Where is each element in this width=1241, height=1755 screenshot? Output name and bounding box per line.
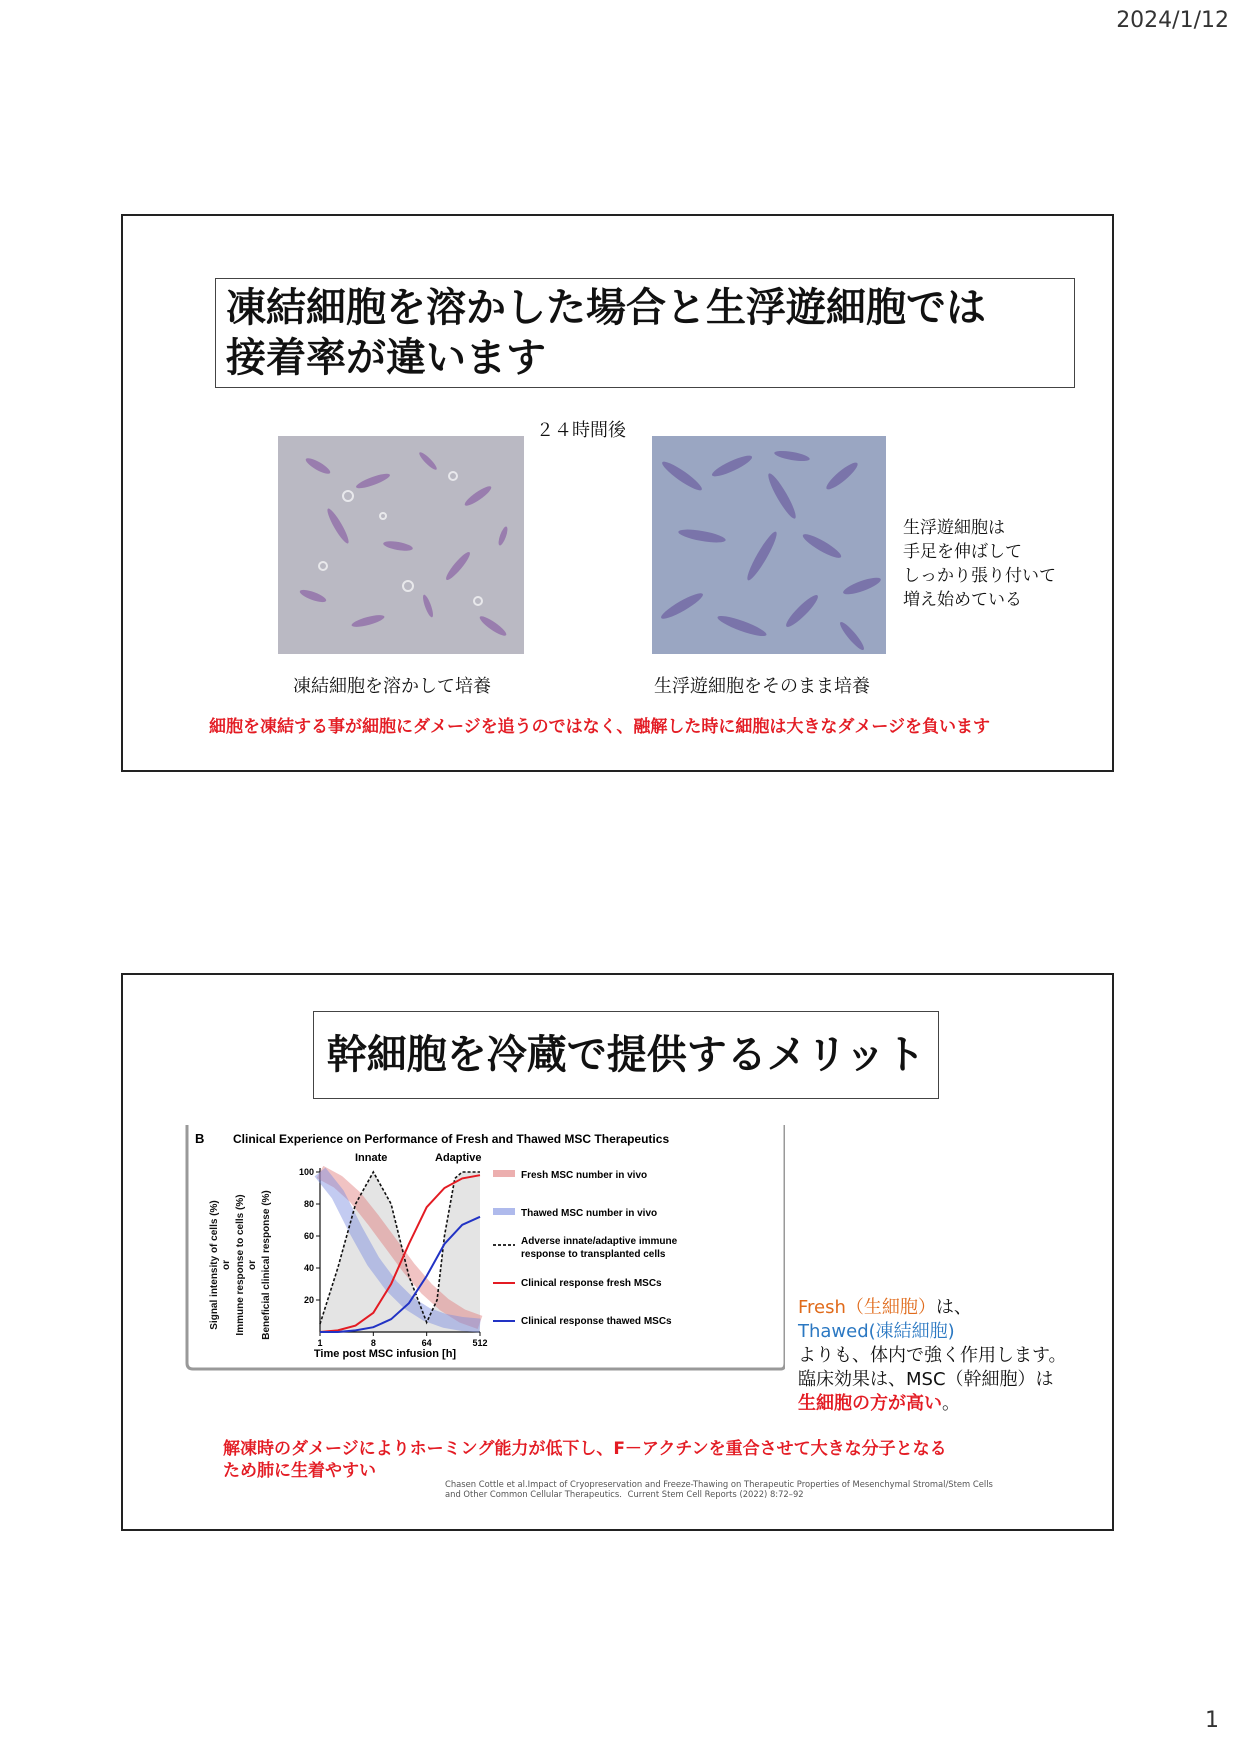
side-line-1 (798, 1296, 1088, 1320)
thawed-caption: 凍結細胞を溶かして培養 (293, 676, 491, 697)
note-line: しっかり張り付いて (903, 566, 1056, 586)
slide-2-red-message-line1: 解凍時のダメージによりホーミング能力が低下し、F－アクチンを重合させて大きな分子となる (223, 1439, 947, 1459)
y-tick-label: 40 (303, 1263, 314, 1273)
legend-label: Fresh MSC number in vivo (521, 1170, 648, 1181)
chart-frame-border (187, 1125, 785, 1369)
citation-line-1: Chasen Cottle et al.Impact of Cryopreservation and Freeze-Thawing on Therapeutic Properties of Mesenchymal Stromal/Stem Cells (445, 1479, 993, 1489)
side-line-5 (798, 1392, 1088, 1416)
ylabel-line-2: or (221, 1260, 232, 1270)
thawed-term: Thawed(凍結細胞) (798, 1321, 955, 1342)
y-tick-label: 80 (303, 1199, 314, 1209)
fresh-caption: 生浮遊細胞をそのまま培養 (654, 676, 870, 697)
legend-label (521, 1236, 678, 1260)
page-number: 1 (1205, 1708, 1219, 1733)
note-line: 手足を伸ばして (903, 542, 1022, 562)
slide-1-red-message: 細胞を凍結する事が細胞にダメージを追うのではなく、融解した時に細胞は大きなダメージを負います (209, 717, 990, 737)
slide-1 (121, 214, 1114, 772)
msc-chart-svg (185, 1125, 785, 1371)
side-bold-conclusion: 生細胞の方が高い (798, 1393, 942, 1414)
slide-2-title: 幹細胞を冷蔵で提供するメリット (313, 1011, 939, 1099)
chart-plot-area (299, 1167, 488, 1348)
slide-1-title-line2: 接着率が違います (226, 335, 546, 381)
x-tick-label: 64 (421, 1338, 432, 1348)
legend-label-line: response to transplanted cells (521, 1249, 666, 1260)
ylabel-line-1: Signal intensity of cells (%) (209, 1200, 220, 1330)
date-header: 2024/1/12 (1116, 8, 1229, 33)
fresh-term: Fresh（生細胞） (798, 1297, 936, 1318)
x-tick-label: 512 (472, 1338, 488, 1348)
legend-label: Thawed MSC number in vivo (521, 1208, 658, 1219)
phase-label-innate: Innate (355, 1152, 388, 1164)
time-label: ２４時間後 (536, 420, 626, 441)
side-line-4: 臨床効果は、MSC（幹細胞）は (798, 1369, 1054, 1390)
side-line-5-end: 。 (942, 1393, 960, 1414)
citation-line-2: and Other Common Cellular Therapeutics．Current Stem Cell Reports (2022) 8:72–92 (445, 1489, 804, 1499)
x-tick-label: 1 (317, 1338, 323, 1348)
side-line-3: よりも、体内で強く作用します。 (798, 1345, 1067, 1366)
y-tick-label: 20 (303, 1295, 314, 1305)
legend-label-line: Adverse innate/adaptive immune (521, 1236, 678, 1247)
thawed-cells-micrograph (278, 436, 524, 654)
chart-xlabel: Time post MSC infusion [h] (313, 1348, 457, 1360)
chart-title: Clinical Experience on Performance of Fresh and Thawed MSC Therapeutics (233, 1132, 670, 1146)
legend-label: Clinical response thawed MSCs (521, 1316, 672, 1327)
phase-label-adaptive: Adaptive (435, 1152, 482, 1164)
note-line: 増え始めている (903, 590, 1022, 610)
x-tick-label: 8 (370, 1338, 376, 1348)
y-tick-label: 60 (303, 1231, 314, 1241)
slide-1-title (215, 278, 1075, 388)
y-tick-label: 100 (298, 1167, 314, 1177)
slide-2-red-message-line2: ため肺に生着やすい (223, 1461, 376, 1481)
slide-2 (121, 973, 1114, 1531)
note-line: 生浮遊細胞は (903, 518, 1005, 538)
msc-chart (185, 1125, 785, 1371)
legend-swatch (493, 1208, 515, 1215)
slide-2-side-text (798, 1296, 1088, 1416)
fresh-cells-micrograph (652, 436, 898, 654)
legend-label: Clinical response fresh MSCs (521, 1278, 662, 1289)
ylabel-line-4: or (247, 1260, 258, 1270)
citation (445, 1479, 1085, 1499)
ylabel-line-5: Beneficial clinical response (%) (261, 1190, 272, 1340)
fresh-cell-note (903, 516, 1056, 612)
chart-panel-letter: B (195, 1131, 205, 1146)
chart-legend (493, 1170, 678, 1327)
ylabel-line-3: Immune response to cells (%) (235, 1194, 246, 1336)
legend-swatch (493, 1170, 515, 1177)
wa-particle: は、 (935, 1297, 972, 1318)
slide-1-title-line1: 凍結細胞を溶かした場合と生浮遊細胞では (226, 285, 986, 331)
